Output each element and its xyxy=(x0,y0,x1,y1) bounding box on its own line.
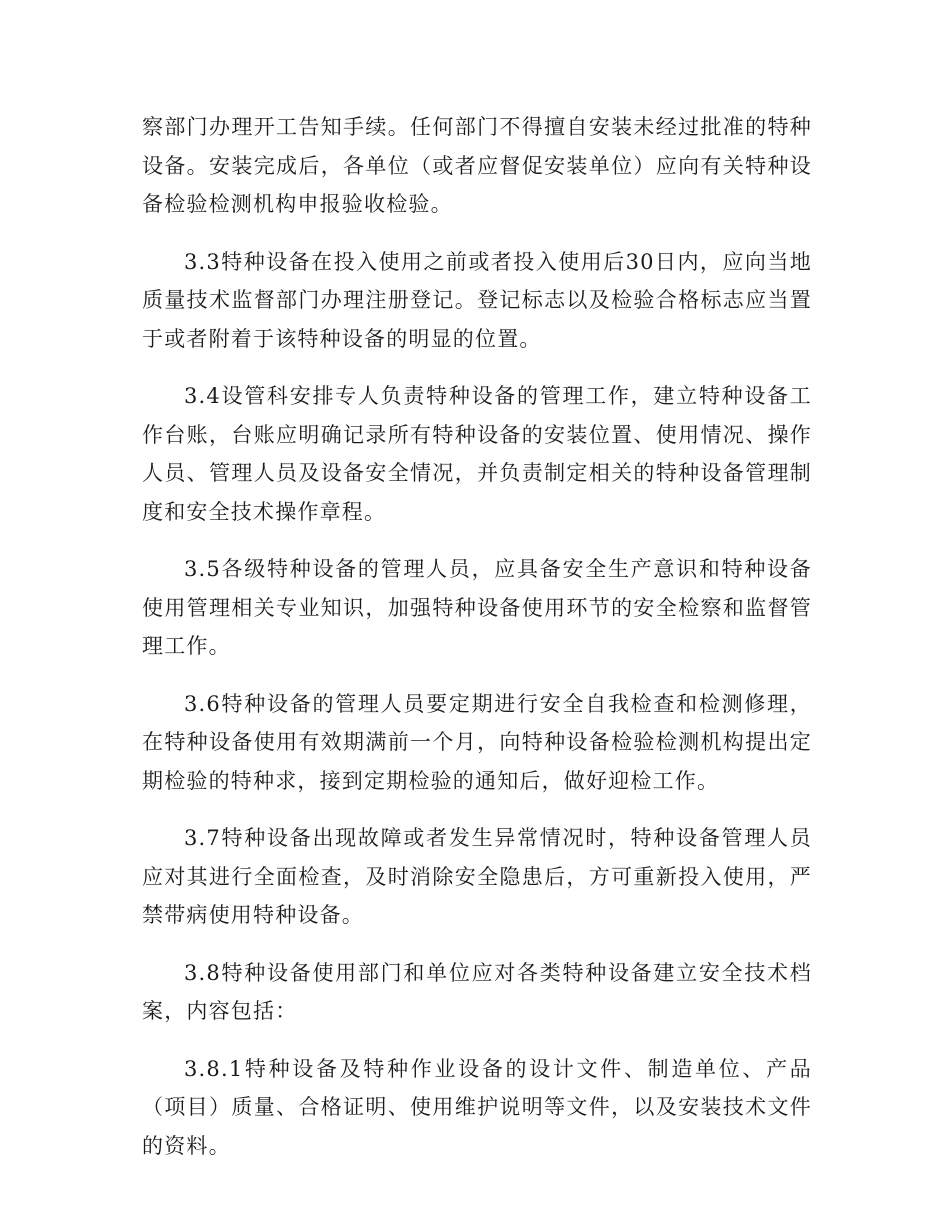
paragraph-3-5: 3.5各级特种设备的管理人员，应具备安全生产意识和特种设备使用管理相关专业知识，加强特种设备使用环节的安全检察和监督管理工作。 xyxy=(142,557,812,658)
document-body xyxy=(142,108,812,1184)
paragraph-3-8-1: 3.8.1特种设备及特种作业设备的设计文件、制造单位、产品（项目）质量、合格证明、使用维护说明等文件，以及安装技术文件的资料。 xyxy=(142,1056,812,1158)
paragraph-3-7: 3.7特种设备出现故障或者发生异常情况时，特种设备管理人员应对其进行全面检查，及时消除安全隐患后，方可重新投入使用，严禁带病使用特种设备。 xyxy=(142,826,812,927)
paragraph-3-4: 3.4设管科安排专人负责特种设备的管理工作，建立特种设备工作台账，台账应明确记录所有特种设备的安装位置、使用情况、操作人员、管理人员及设备安全情况，并负责制定相关的特种设备管理制度和安全技术操作章程。 xyxy=(142,384,812,524)
paragraph-continuation: 察部门办理开工告知手续。任何部门不得擅自安装未经过批准的特种设备。安装完成后，各单位（或者应督促安装单位）应向有关特种设备检验检测机构申报验收检验。 xyxy=(142,115,812,216)
paragraph-3-8: 3.8特种设备使用部门和单位应对各类特种设备建立安全技术档案，内容包括： xyxy=(142,960,812,1023)
paragraph-3-6: 3.6特种设备的管理人员要定期进行安全自我检查和检测修理，在特种设备使用有效期满前一个月，向特种设备检验检测机构提出定期检验的特种求，接到定期检验的通知后，做好迎检工作。 xyxy=(142,691,812,793)
paragraph-3-3: 3.3特种设备在投入使用之前或者投入使用后30日内，应向当地质量技术监督部门办理注册登记。登记标志以及检验合格标志应当置于或者附着于该特种设备的明显的位置。 xyxy=(142,249,812,351)
